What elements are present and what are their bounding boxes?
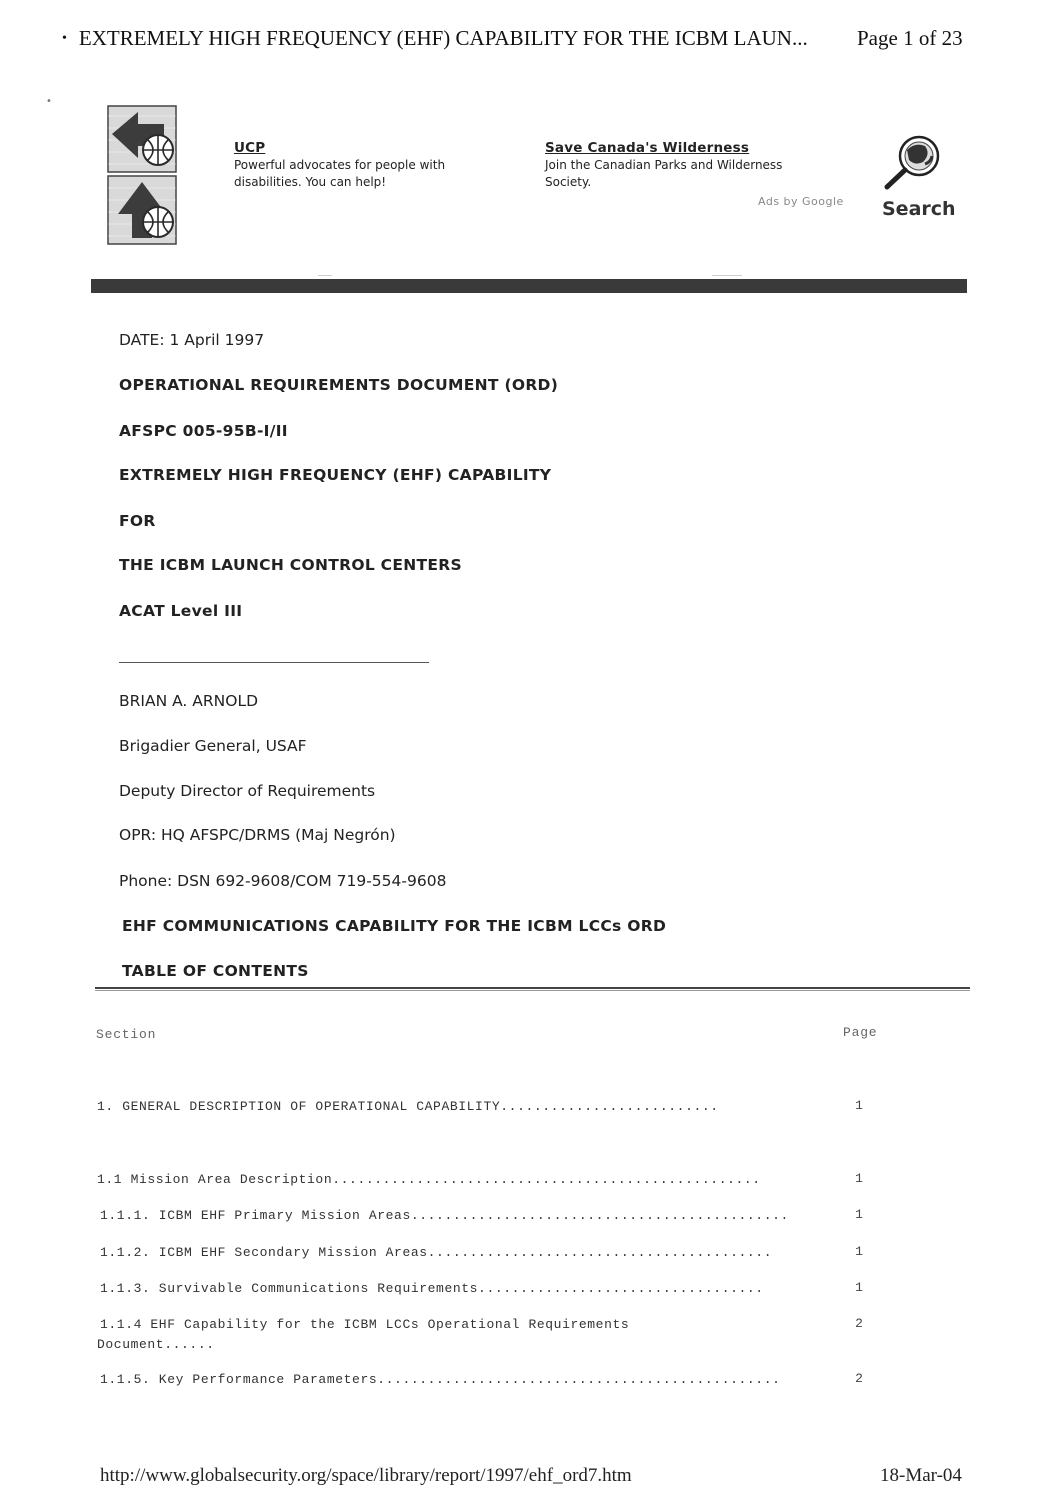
ad-canada-line1: Join the Canadian Parks and Wilderness [545, 158, 783, 172]
header-page-info: Page 1 of 23 [857, 26, 963, 50]
toc-entry-page: 1 [855, 1171, 863, 1186]
toc-entry-page: 2 [855, 1371, 863, 1386]
doc-type: OPERATIONAL REQUIREMENTS DOCUMENT (ORD) [119, 376, 559, 394]
toc-entry-page: 1 [855, 1280, 863, 1295]
globe-search-icon [879, 132, 949, 192]
ord-heading: EHF COMMUNICATIONS CAPABILITY FOR THE ICBM LCCs ORD [122, 917, 667, 935]
toc-entry-text[interactable]: 1.1.2. ICBM EHF Secondary Mission Areas......................................... [100, 1245, 773, 1260]
toc-entry-text[interactable]: 1.1.3. Survivable Communications Requirements.................................. [100, 1281, 764, 1296]
ad-ucp-line1: Powerful advocates for people with [234, 158, 446, 172]
ads-by-google[interactable]: Ads by Google [758, 195, 844, 208]
toc-rule [95, 987, 970, 989]
signature-line [119, 662, 429, 663]
phone-line: Phone: DSN 692-9608/COM 719-554-9608 [119, 872, 447, 890]
toc-entry-page: 1 [855, 1207, 863, 1222]
ad-ucp-line2: disabilities. You can help! [234, 175, 387, 189]
site-logo-icon[interactable] [108, 106, 176, 244]
toc-page-header: Page [843, 1025, 878, 1040]
scan-artifact [318, 275, 332, 276]
toc-rule-shadow [95, 990, 970, 991]
toc-entry-text-continued[interactable]: Document...... [97, 1337, 215, 1352]
doc-date: DATE: 1 April 1997 [119, 331, 265, 349]
print-header [62, 26, 1002, 51]
toc-entry-page: 1 [855, 1098, 863, 1113]
toc-entry-text[interactable]: 1.1 Mission Area Description................................................... [97, 1172, 761, 1187]
opr-line: OPR: HQ AFSPC/DRMS (Maj Negrón) [119, 826, 396, 844]
toc-entry-text[interactable]: 1.1.5. Key Performance Parameters................................................ [100, 1372, 781, 1387]
signer-rank: Brigadier General, USAF [119, 737, 307, 755]
ad-ucp-title-link[interactable]: UCP [234, 140, 266, 156]
doc-number: AFSPC 005-95B-I/II [119, 422, 288, 440]
header-separator-bar [91, 279, 967, 293]
header-title: EXTREMELY HIGH FREQUENCY (EHF) CAPABILITY FOR THE ICBM LAUN... [78, 26, 808, 50]
toc-entry-text[interactable]: 1.1.1. ICBM EHF Primary Mission Areas............................................. [100, 1208, 789, 1223]
toc-entry-text[interactable]: 1. GENERAL DESCRIPTION OF OPERATIONAL CAPABILITY.......................... [97, 1099, 719, 1114]
signer-title: Deputy Director of Requirements [119, 782, 376, 800]
toc-entry-page: 1 [855, 1244, 863, 1259]
doc-title-line3: THE ICBM LAUNCH CONTROL CENTERS [119, 556, 462, 574]
footer-date: 18-Mar-04 [880, 1465, 962, 1486]
ad-canada-title-link[interactable]: Save Canada's Wilderness [545, 140, 750, 156]
doc-acat: ACAT Level III [119, 602, 243, 620]
toc-section-header: Section [96, 1027, 157, 1042]
toc-entry-page: 2 [855, 1316, 863, 1331]
toc-entry-text[interactable]: 1.1.4 EHF Capability for the ICBM LCCs Operational Requirements [100, 1317, 630, 1332]
stray-mark: • [46, 96, 52, 107]
toc-heading: TABLE OF CONTENTS [122, 962, 309, 980]
footer-url: http://www.globalsecurity.org/space/library/report/1997/ehf_ord7.htm [100, 1465, 632, 1486]
search-button[interactable] [876, 132, 956, 220]
scan-artifact [712, 275, 742, 276]
doc-title-line2: FOR [119, 512, 156, 530]
ad-canada-line2: Society. [545, 175, 592, 189]
search-label: Search [882, 198, 956, 220]
signer-name: BRIAN A. ARNOLD [119, 692, 259, 710]
doc-title-line1: EXTREMELY HIGH FREQUENCY (EHF) CAPABILITY [119, 466, 552, 484]
ad-ucp[interactable] [234, 140, 504, 191]
header-bullet: • [62, 31, 67, 46]
ad-canada-wilderness[interactable] [545, 140, 845, 191]
